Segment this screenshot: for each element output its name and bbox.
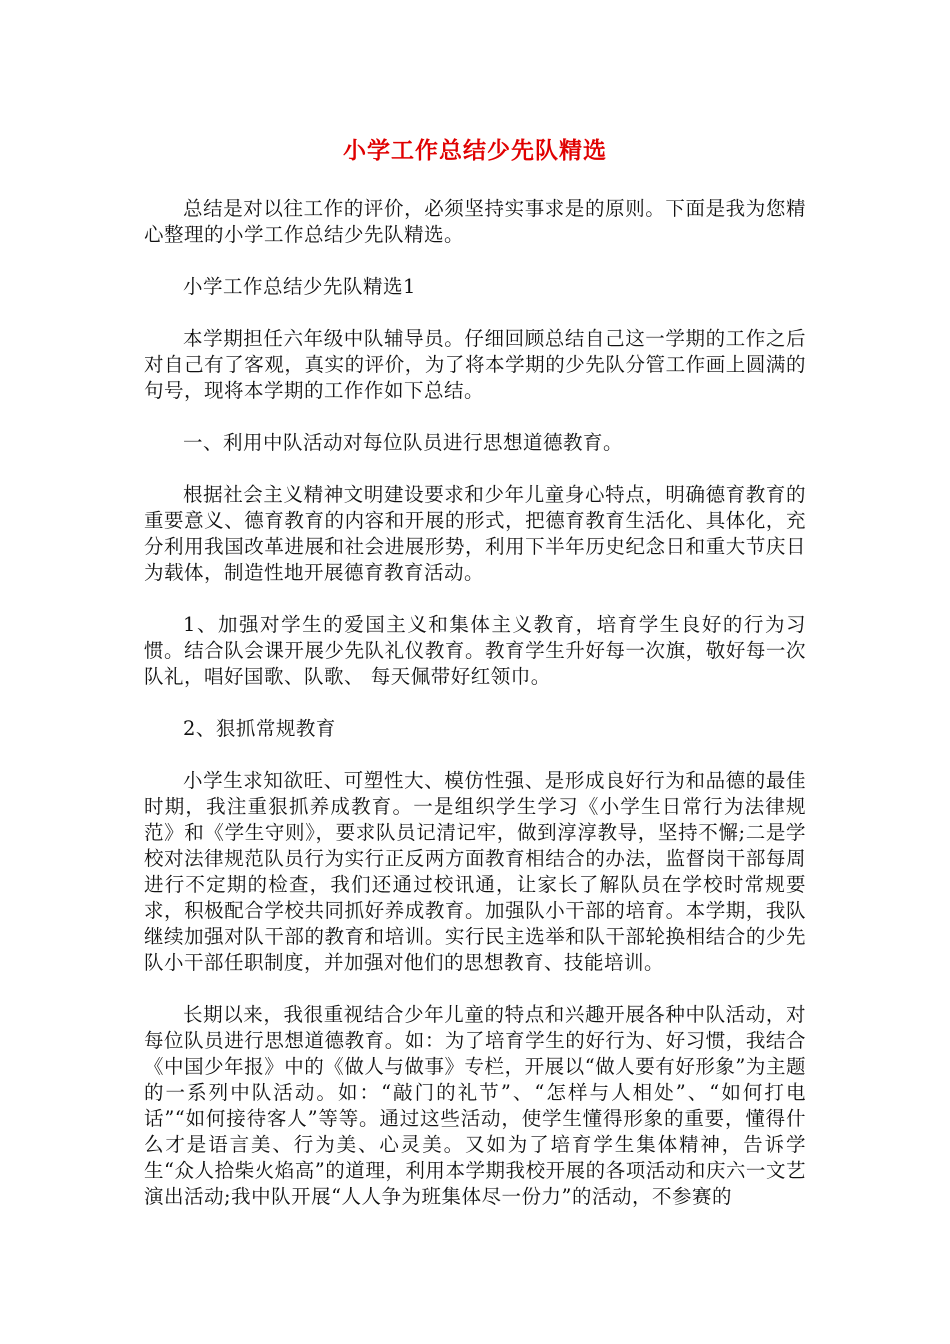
paragraph-heading-one: 一、利用中队活动对每位队员进行思想道德教育。	[183, 431, 624, 454]
paragraph-section-heading: 小学工作总结少先队精选1	[183, 275, 416, 298]
paragraph-item-two: 2、狠抓常规教育	[183, 717, 336, 740]
paragraph-intro: 总结是对以往工作的评价，必须坚持实事求是的原则。下面是我为您精心整理的小学工作总结少先队精选。	[144, 197, 806, 246]
document-title: 小学工作总结少先队精选	[343, 138, 607, 164]
paragraph-routine-education: 小学生求知欲旺、可塑性大、模仿性强、是形成良好行为和品德的最佳时期，我注重狠抓养成教育。一是组织学生学习《小学生日常行为法律规范》和《学生守则》，要求队员记清记牢，做到淳淳教导，坚持不懈;二是学校对法律规范队员行为实行正反两方面教育相结合的办法，监督岗干部每周进行不定期的检查，我们还通过校讯通，让家长了解队员在学校时常规要求，积极配合学校共同抓好养成教育。加强队小干部的培育。本学期，我队继续加强对队干部的教育和培训。实行民主选举和队干部轮换相结合的少先队小干部任职制度，并加强对他们的思想教育、技能培训。	[144, 769, 806, 974]
paragraph-activities: 长期以来，我很重视结合少年儿童的特点和兴趣开展各种中队活动，对每位队员进行思想道德教育。如：为了培育学生的好行为、好习惯，我结合《中国少年报》中的《做人与做事》专栏，开展以“做人要有好形象”为主题的一系列中队活动。如：“敲门的礼节”、“怎样与人相处”、“如何打电话”“如何接待客人”等等。通过这些活动，使学生懂得形象的重要，懂得什么才是语言美、行为美、心灵美。又如为了培育学生集体精神，告诉学生“众人拾柴火焰高”的道理，利用本学期我校开展的各项活动和庆六一文艺演出活动;我中队开展“人人争为班集体尽一份力”的活动，不参赛的	[144, 1003, 806, 1208]
paragraph-moral-education: 根据社会主义精神文明建设要求和少年儿童身心特点，明确德育教育的重要意义、德育教育的内容和开展的形式，把德育教育生活化、具体化，充分利用我国改革进展和社会进展形势，利用下半年历史纪念日和重大节庆日为载体，制造性地开展德育教育活动。	[144, 483, 806, 584]
paragraph-item-one: 1、加强对学生的爱国主义和集体主义教育，培育学生良好的行为习惯。结合队会课开展少先队礼仪教育。教育学生升好每一次旗，敬好每一次队礼，唱好国歌、队歌、 每天佩带好红领巾。	[144, 613, 806, 688]
document-body	[144, 196, 806, 1236]
paragraph-overview: 本学期担任六年级中队辅导员。仔细回顾总结自己这一学期的工作之后对自己有了客观，真实的评价，为了将本学期的少先队分管工作画上圆满的句号，现将本学期的工作作如下总结。	[144, 327, 806, 402]
